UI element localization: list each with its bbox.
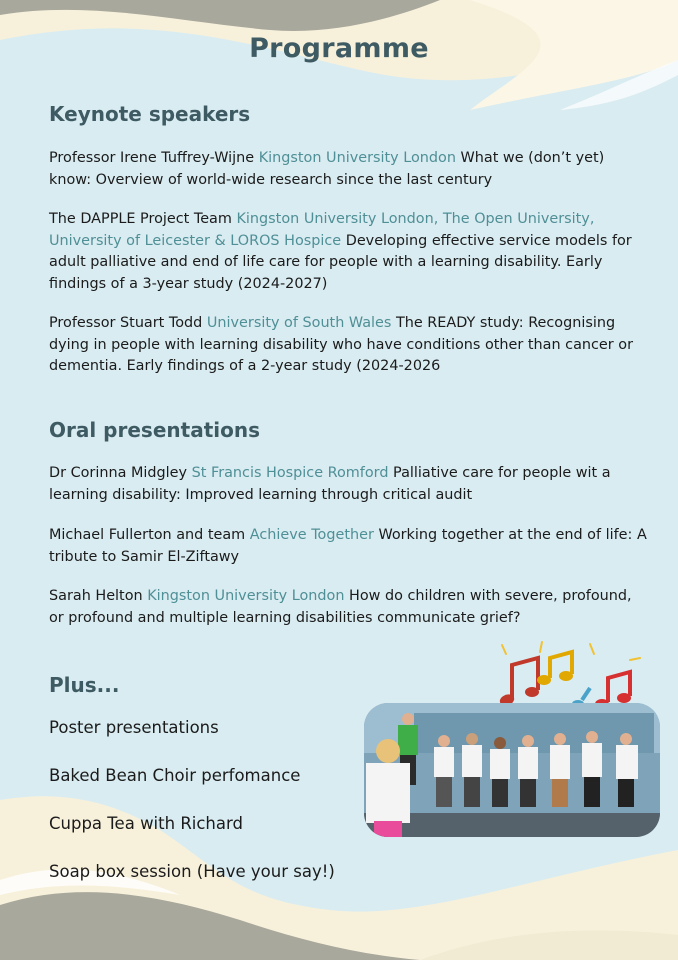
keynote-entry xyxy=(49,209,649,295)
plus-item: Soap box session (Have your say!) xyxy=(49,862,335,881)
plus-item: Cuppa Tea with Richard xyxy=(49,814,243,833)
oral-entry xyxy=(49,525,649,568)
talk-title: How do children with severe, profound, or profound and multiple learning disabilities communicate grief? xyxy=(49,588,632,626)
oral-heading: Oral presentations xyxy=(49,418,260,442)
speaker-org: Achieve Together xyxy=(249,527,374,543)
speaker-org: University of South Wales xyxy=(206,315,392,331)
choir-photo xyxy=(364,703,660,837)
speaker-name: Professor Irene Tuffrey-Wijne xyxy=(49,150,255,166)
talk-title: The READY study: Recognising dying in people with learning disability who have conditions other than cancer or dementia. Early findings of a 2-year study (2024-2026 xyxy=(49,315,634,374)
plus-item: Baked Bean Choir perfomance xyxy=(49,766,301,785)
speaker-org: Kingston University London xyxy=(147,588,345,604)
page-title: Programme xyxy=(249,33,429,64)
talk-title: Developing effective service models for adult palliative and end of life care for people with a learning disability. Early findings of a 3-year study (2024-2027) xyxy=(49,232,632,292)
talk-title: Working together at the end of life: A tribute to Samir El-Ziftawy xyxy=(49,527,647,565)
speaker-name: Sarah Helton xyxy=(49,588,143,604)
keynote-entry xyxy=(49,148,649,191)
talk-title: Palliative care for people wit a learning disability: Improved learning through critical audit xyxy=(49,465,611,503)
speaker-org: Kingston University London, The Open University, University of Leicester & LOROS Hospice xyxy=(49,211,595,249)
speaker-name: The DAPPLE Project Team xyxy=(49,211,232,227)
oral-entry xyxy=(49,463,649,506)
talk-title: What we (don’t yet) know: Overview of world-wide research since the last century xyxy=(49,150,605,188)
keynote-entry xyxy=(49,313,649,378)
speaker-org: Kingston University London xyxy=(258,150,456,166)
speaker-name: Michael Fullerton and team xyxy=(49,527,246,543)
keynote-heading: Keynote speakers xyxy=(49,102,251,126)
plus-heading: Plus... xyxy=(49,673,120,697)
speaker-org: St Francis Hospice Romford xyxy=(191,465,389,481)
speaker-name: Professor Stuart Todd xyxy=(49,315,203,331)
speaker-name: Dr Corinna Midgley xyxy=(49,465,188,481)
plus-item: Poster presentations xyxy=(49,718,219,737)
oral-entry xyxy=(49,586,649,629)
